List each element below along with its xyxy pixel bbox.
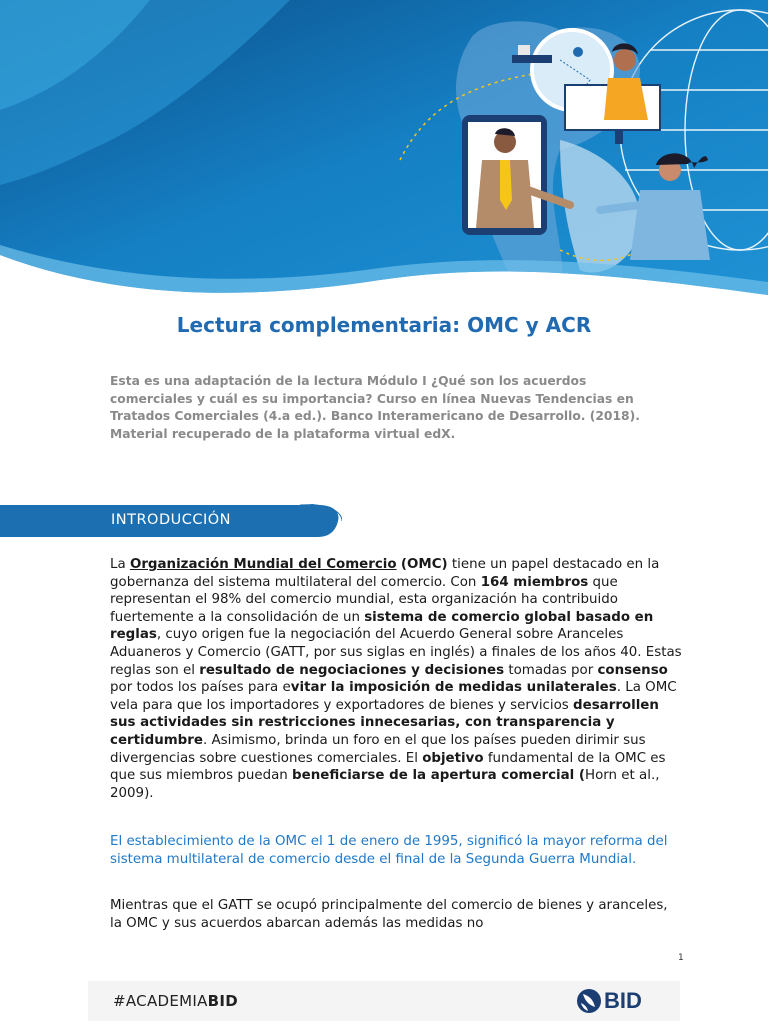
intro-run: Organización Mundial del Comercio xyxy=(129,557,397,572)
intro-run: (OMC) xyxy=(400,557,448,572)
intro-run: Horn et al., 2009). xyxy=(110,768,660,801)
bid-logo-text: BID xyxy=(604,988,642,1013)
highlight-text: El establecimiento de la OMC el 1 de enero de 1995, significó la mayor reforma del sistema multilateral de comercio desde el final de la Segunda Guerra Mundial. xyxy=(110,834,668,867)
intro-run: tiene un papel destacado en la gobernanza del sistema multilateral del comercio. Con xyxy=(110,557,660,590)
hashtag-bold: BID xyxy=(207,992,239,1010)
intro-run: objetivo xyxy=(422,750,484,766)
second-paragraph-text: Mientras que el GATT se ocupó principalmente del comercio de bienes y aranceles, la OMC y sus acuerdos abarcan además las medidas no xyxy=(110,898,668,931)
page-title: Lectura complementaria: OMC y ACR xyxy=(176,313,592,337)
abstract-note xyxy=(110,373,670,443)
intro-run: que representan el 98% del comercio mundial, esta organización ha contribuido fuertemente a la consolidación de un xyxy=(110,574,618,625)
second-paragraph xyxy=(110,897,670,932)
intro-paragraph xyxy=(110,556,682,802)
intro-run: por todos los países para e xyxy=(110,680,291,696)
intro-run: , cuyo origen fue la negociación del Acuerdo General sobre Aranceles Aduaneros y Comercio (GATT, por sus siglas en inglés) a finales de los años 40. Estas reglas son el xyxy=(110,627,682,678)
section-heading: INTRODUCCIÓN xyxy=(111,512,232,528)
intro-run: vitar la imposición de medidas unilaterales xyxy=(290,680,617,696)
hashtag-prefix: #ACADEMIA xyxy=(113,992,208,1010)
highlight-quote xyxy=(110,833,670,868)
intro-run: desarrollen sus actividades sin restricciones innecesarias, con transparencia y certidumbre xyxy=(110,697,659,748)
intro-run: beneficiarse de la apertura comercial ( xyxy=(292,768,586,784)
intro-run: tomadas por xyxy=(504,662,598,678)
intro-run: . Asimismo, brinda un foro en el que los países pueden dirimir sus divergencias sobre cuestiones comerciales. El xyxy=(110,732,646,766)
intro-run: sistema de comercio global basado en reglas xyxy=(110,609,654,643)
intro-run: . La OMC vela para que los importadores y exportadores de bienes y servicios xyxy=(110,680,677,713)
intro-run: fundamental de la OMC es que sus miembros puedan xyxy=(110,750,666,784)
intro-run: La xyxy=(110,557,130,572)
intro-paragraph-text xyxy=(110,556,682,802)
abstract-text: Esta es una adaptación de la lectura Módulo I ¿Qué son los acuerdos comerciales y cuál es su importancia? Curso en línea Nuevas Tendencias en Tratados Comerciales (4.a ed.). Banco Interamericano de Desarrollo. (2018). Material recuperado de la plataforma virtual edX. xyxy=(110,374,640,441)
page-number: 1 xyxy=(678,953,684,963)
footer-hashtag xyxy=(113,992,238,1010)
intro-run: resultado de negociaciones y decisiones xyxy=(199,662,505,678)
intro-run: 164 miembros xyxy=(480,574,589,590)
header-banner-illustration xyxy=(0,0,768,300)
intro-run: consenso xyxy=(597,662,668,678)
